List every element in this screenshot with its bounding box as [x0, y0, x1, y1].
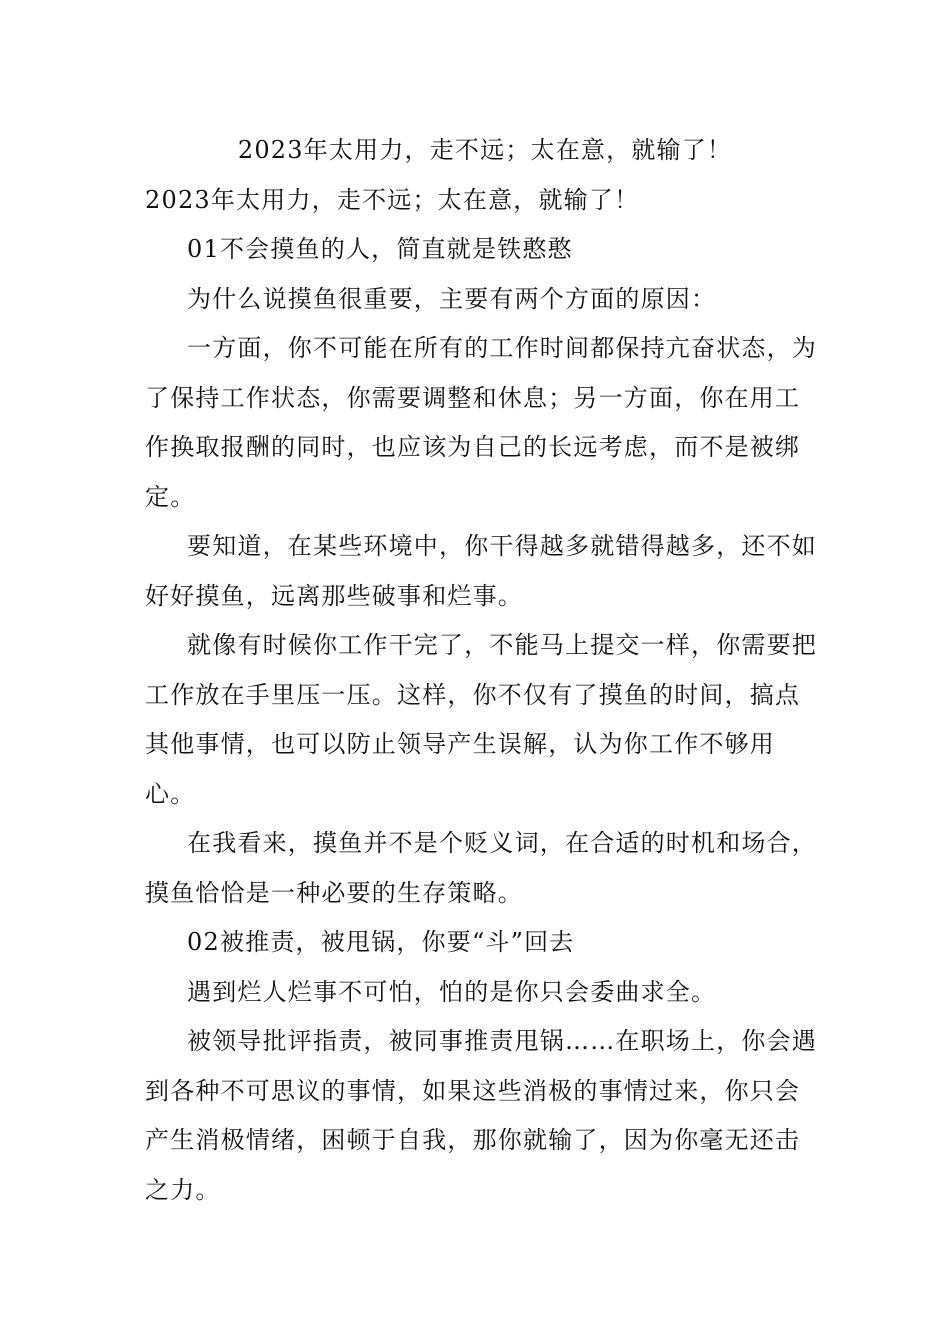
paragraph: 被领导批评指责，被同事推责甩锅……在职场上，你会遇到各种不可思议的事情，如果这些消极的事情过来，你只会产生消极情绪，困顿于自我，那你就输了，因为你毫无还击之力。 [145, 1027, 817, 1204]
document-body [145, 126, 825, 1215]
section-heading-02: 02被推责，被甩锅，你要“斗”回去 [187, 928, 575, 956]
paragraph: 一方面，你不可能在所有的工作时间都保持亢奋状态，为了保持工作状态，你需要调整和休息；另一方面，你在用工作换取报酬的同时，也应该为自己的长远考虑，而不是被绑定。 [145, 334, 817, 511]
paragraph: 要知道，在某些环境中，你干得越多就错得越多，还不如好好摸鱼，远离那些破事和烂事。 [145, 532, 817, 610]
paragraph: 在我看来，摸鱼并不是个贬义词，在合适的时机和场合，摸鱼恰恰是一种必要的生存策略。 [145, 829, 817, 907]
paragraph: 遇到烂人烂事不可怕，怕的是你只会委曲求全。 [187, 977, 717, 1006]
document-title: 2023年太用力，走不远；太在意，就输了！ [237, 136, 733, 164]
paragraph: 就像有时候你工作干完了，不能马上提交一样，你需要把工作放在手里压一压。这样，你不仅有了摸鱼的时间，搞点其他事情，也可以防止领导产生误解，认为你工作不够用心。 [145, 631, 817, 808]
document-subtitle: 2023年太用力，走不远；太在意，就输了！ [145, 185, 640, 214]
section-heading-01: 01不会摸鱼的人，简直就是铁憨憨 [187, 235, 573, 263]
paragraph: 为什么说摸鱼很重要，主要有两个方面的原因： [187, 284, 717, 313]
